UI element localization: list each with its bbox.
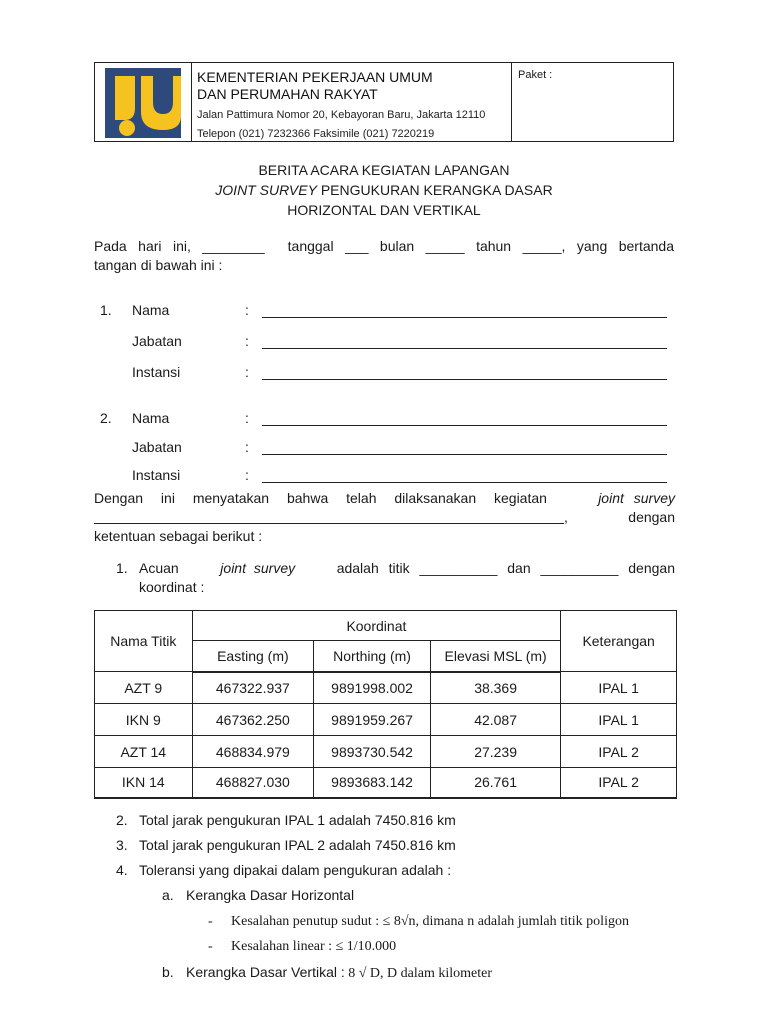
bullet-dash: - (208, 939, 213, 954)
signatory-2-nama-blank[interactable] (262, 425, 667, 426)
cell-keterangan: IPAL 2 (561, 768, 677, 798)
statement-blank[interactable] (94, 523, 564, 524)
logo-yellow-left (115, 76, 135, 120)
cell-elevasi: 27.239 (430, 736, 560, 768)
cell-easting: 467322.937 (192, 672, 314, 704)
title-line2 (94, 180, 674, 200)
sub-b-line (186, 963, 492, 983)
bullet-1-text: Kesalahan penutup sudut : ≤ 8√n, dimana n adalah jumlah titik poligon (231, 914, 629, 929)
org-name-line2: DAN PERUMAHAN RAKYAT (197, 86, 378, 102)
table-row (95, 704, 677, 736)
header-koordinat: Koordinat (192, 611, 561, 641)
signatory-2-instansi-blank[interactable] (262, 482, 667, 483)
header-northing: Northing (m) (314, 641, 431, 672)
org-address: Jalan Pattimura Nomor 20, Kebayoran Baru, Jakarta 12110 (197, 109, 486, 121)
statement-line2-end: , dengan (564, 509, 675, 525)
sub-a-text: Kerangka Dasar Horizontal (186, 887, 355, 903)
pu-logo-icon (105, 68, 181, 138)
header-keterangan: Keterangan (561, 611, 677, 672)
cell-northing: 9891998.002 (314, 672, 431, 704)
header-easting: Easting (m) (192, 641, 314, 672)
intro-line2: tangan di bawah ini : (94, 257, 223, 273)
organization-block (197, 69, 507, 141)
item-1-acuan: Acuan (139, 560, 179, 576)
signatory-1-number: 1. (100, 302, 112, 318)
logo-cell (95, 63, 192, 141)
signatory-2-number: 2. (100, 410, 112, 426)
statement-line1 (94, 489, 675, 508)
cell-northing: 9893730.542 (314, 736, 431, 768)
paket-label: Paket : (518, 69, 553, 81)
item-1-line1 (139, 559, 675, 578)
item-1-number: 1. (116, 560, 128, 576)
statement-joint-survey: joint survey (598, 490, 675, 506)
org-name-line1: KEMENTERIAN PEKERJAAN UMUM (197, 69, 433, 85)
colon: : (245, 467, 249, 483)
signatory-1-label-nama: Nama (132, 302, 170, 318)
cell-elevasi: 38.369 (430, 672, 560, 704)
colon: : (245, 410, 249, 426)
item-1-joint-survey: joint survey (220, 560, 296, 576)
colon: : (245, 302, 249, 318)
header-nama-titik: Nama Titik (95, 611, 193, 672)
cell-elevasi: 42.087 (430, 704, 560, 736)
cell-northing: 9891959.267 (314, 704, 431, 736)
statement-text: Dengan ini menyatakan bahwa telah dilaksanakan kegiatan (94, 490, 547, 506)
bullet-2-text: Kesalahan linear : ≤ 1/10.000 (231, 939, 397, 954)
sub-b-text-a: Kerangka Dasar Vertikal : (186, 964, 345, 980)
signatory-2-label-instansi: Instansi (132, 467, 181, 483)
title-line2-italic: JOINT SURVEY (215, 182, 317, 198)
cell-nama: AZT 14 (95, 736, 193, 768)
item-1-line2: koordinat : (139, 579, 205, 595)
table-row (95, 768, 677, 798)
logo-yellow-dot (119, 120, 135, 136)
signatory-1-jabatan-blank[interactable] (262, 348, 667, 349)
cell-keterangan: IPAL 1 (561, 704, 677, 736)
colon: : (245, 333, 249, 349)
title-line3: HORIZONTAL DAN VERTIKAL (287, 202, 481, 218)
paket-cell (511, 63, 673, 141)
statement-line3: ketentuan sebagai berikut : (94, 528, 263, 544)
table-row (95, 672, 677, 704)
cell-nama: IKN 9 (95, 704, 193, 736)
item-2-number: 2. (116, 812, 128, 828)
item-3-text: Total jarak pengukuran IPAL 2 adalah 7450.816 km (139, 837, 456, 853)
signatory-1-label-instansi: Instansi (132, 364, 181, 380)
cell-easting: 468834.979 (192, 736, 314, 768)
signatory-1-label-jabatan: Jabatan (132, 333, 182, 349)
intro-line1: Pada hari ini, ________ tanggal ___ bulan _____ tahun _____, yang bertanda (94, 238, 674, 254)
org-phone: Telepon (021) 7232366 Faksimile (021) 7220219 (197, 128, 435, 140)
item-3-number: 3. (116, 837, 128, 853)
sub-a-letter: a. (162, 887, 174, 903)
signatory-1-nama-blank[interactable] (262, 317, 667, 318)
item-1-rest: adalah titik __________ dan __________ dengan (336, 560, 675, 576)
cell-nama: AZT 9 (95, 672, 193, 704)
cell-elevasi: 26.761 (430, 768, 560, 798)
signatory-2-label-nama: Nama (132, 410, 170, 426)
letterhead (94, 62, 674, 142)
cell-easting: 467362.250 (192, 704, 314, 736)
cell-nama: IKN 14 (95, 768, 193, 798)
sub-b-letter: b. (162, 964, 174, 980)
signatory-2-label-jabatan: Jabatan (132, 439, 182, 455)
title-line1: BERITA ACARA KEGIATAN LAPANGAN (258, 162, 510, 178)
table-row (95, 736, 677, 768)
cell-keterangan: IPAL 2 (561, 736, 677, 768)
cell-keterangan: IPAL 1 (561, 672, 677, 704)
colon: : (245, 364, 249, 380)
document-title (94, 160, 674, 220)
colon: : (245, 439, 249, 455)
signatory-1-instansi-blank[interactable] (262, 379, 667, 380)
item-2-text: Total jarak pengukuran IPAL 1 adalah 7450.816 km (139, 812, 456, 828)
cell-easting: 468827.030 (192, 768, 314, 798)
item-4-number: 4. (116, 862, 128, 878)
title-line2-rest: PENGUKURAN KERANGKA DASAR (316, 182, 553, 198)
coordinate-table (94, 610, 677, 799)
item-4-text: Toleransi yang dipakai dalam pengukuran adalah : (139, 862, 452, 878)
sub-b-text-b: 8 √ D, D dalam kilometer (344, 966, 493, 981)
bullet-dash: - (208, 914, 213, 929)
signatory-2-jabatan-blank[interactable] (262, 454, 667, 455)
cell-northing: 9893683.142 (314, 768, 431, 798)
header-elevasi: Elevasi MSL (m) (430, 641, 560, 672)
